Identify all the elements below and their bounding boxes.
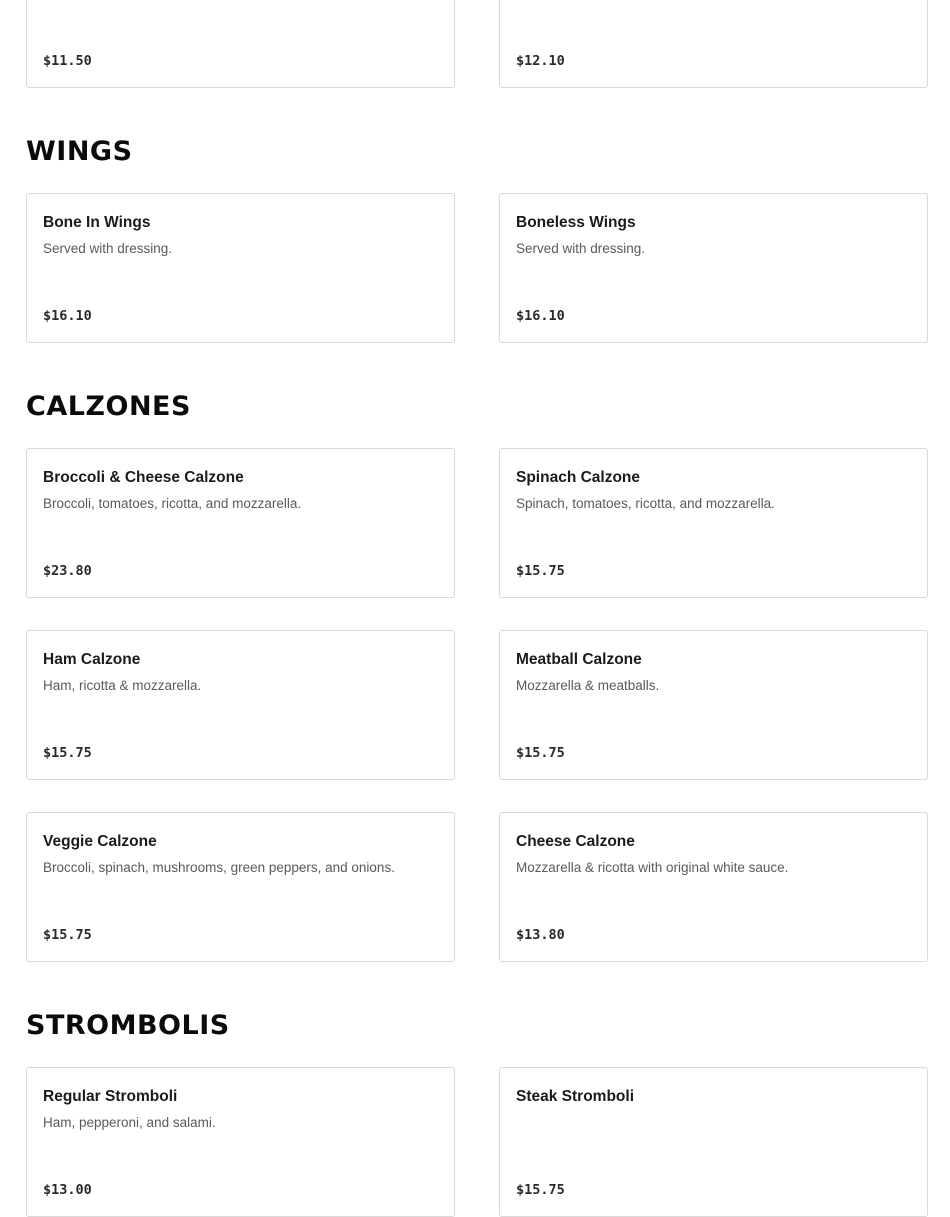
- item-name: Ham Calzone: [43, 651, 141, 668]
- item-description: Mozzarella & meatballs.: [516, 678, 660, 693]
- menu-item-card[interactable]: [26, 630, 455, 780]
- item-description: Broccoli, tomatoes, ricotta, and mozzarella.: [43, 496, 302, 511]
- item-name: Broccoli & Cheese Calzone: [43, 469, 244, 486]
- menu-item-card[interactable]: [499, 812, 928, 962]
- item-price: $16.10: [516, 308, 565, 324]
- section-title: CALZONES: [26, 391, 191, 422]
- section-grid: [0, 1067, 950, 1217]
- menu-item-card[interactable]: [26, 1067, 455, 1217]
- item-price: $15.75: [43, 927, 92, 943]
- section-calzones: [0, 391, 950, 962]
- item-description: Mozzarella & ricotta with original white sauce.: [516, 860, 789, 875]
- item-price: $23.80: [43, 563, 92, 579]
- previous-section-grid: [0, 0, 950, 88]
- item-name: Boneless Wings: [516, 214, 636, 231]
- item-name: Bone In Wings: [43, 214, 151, 231]
- section-title: STROMBOLIS: [26, 1010, 230, 1041]
- item-description: Broccoli, spinach, mushrooms, green peppers, and onions.: [43, 860, 395, 875]
- menu-item-card[interactable]: [26, 812, 455, 962]
- menu-item-card[interactable]: [26, 0, 455, 88]
- section-wings: [0, 136, 950, 343]
- item-price: $13.80: [516, 927, 565, 943]
- item-description: Ham, ricotta & mozzarella.: [43, 678, 202, 693]
- item-price: $15.75: [43, 745, 92, 761]
- item-description: Ham, pepperoni, and salami.: [43, 1115, 216, 1130]
- menu-item-card[interactable]: [26, 448, 455, 598]
- item-price: $15.75: [516, 745, 565, 761]
- section-title: WINGS: [26, 136, 133, 167]
- item-name: Steak Stromboli: [516, 1088, 634, 1105]
- item-name: Spinach Calzone: [516, 469, 641, 486]
- item-description: Served with dressing.: [43, 241, 173, 256]
- item-price: $16.10: [43, 308, 92, 324]
- menu-item-card[interactable]: [499, 1067, 928, 1217]
- item-name: Regular Stromboli: [43, 1088, 178, 1105]
- item-price: $15.75: [516, 563, 565, 579]
- item-name: Cheese Calzone: [516, 833, 635, 850]
- item-description: Spinach, tomatoes, ricotta, and mozzarella.: [516, 496, 775, 511]
- item-price: $13.00: [43, 1182, 92, 1198]
- item-description: Served with dressing.: [516, 241, 646, 256]
- item-price: $11.50: [43, 53, 92, 69]
- section-grid: [0, 193, 950, 343]
- menu-item-card[interactable]: [499, 193, 928, 343]
- menu-item-card[interactable]: [499, 630, 928, 780]
- section-grid: [0, 448, 950, 962]
- item-name: Meatball Calzone: [516, 651, 642, 668]
- item-price: $12.10: [516, 53, 565, 69]
- section-strombolis: [0, 1010, 950, 1217]
- menu-item-card[interactable]: [26, 193, 455, 343]
- menu-item-card[interactable]: [499, 0, 928, 88]
- item-name: Veggie Calzone: [43, 833, 157, 850]
- item-price: $15.75: [516, 1182, 565, 1198]
- menu-item-card[interactable]: [499, 448, 928, 598]
